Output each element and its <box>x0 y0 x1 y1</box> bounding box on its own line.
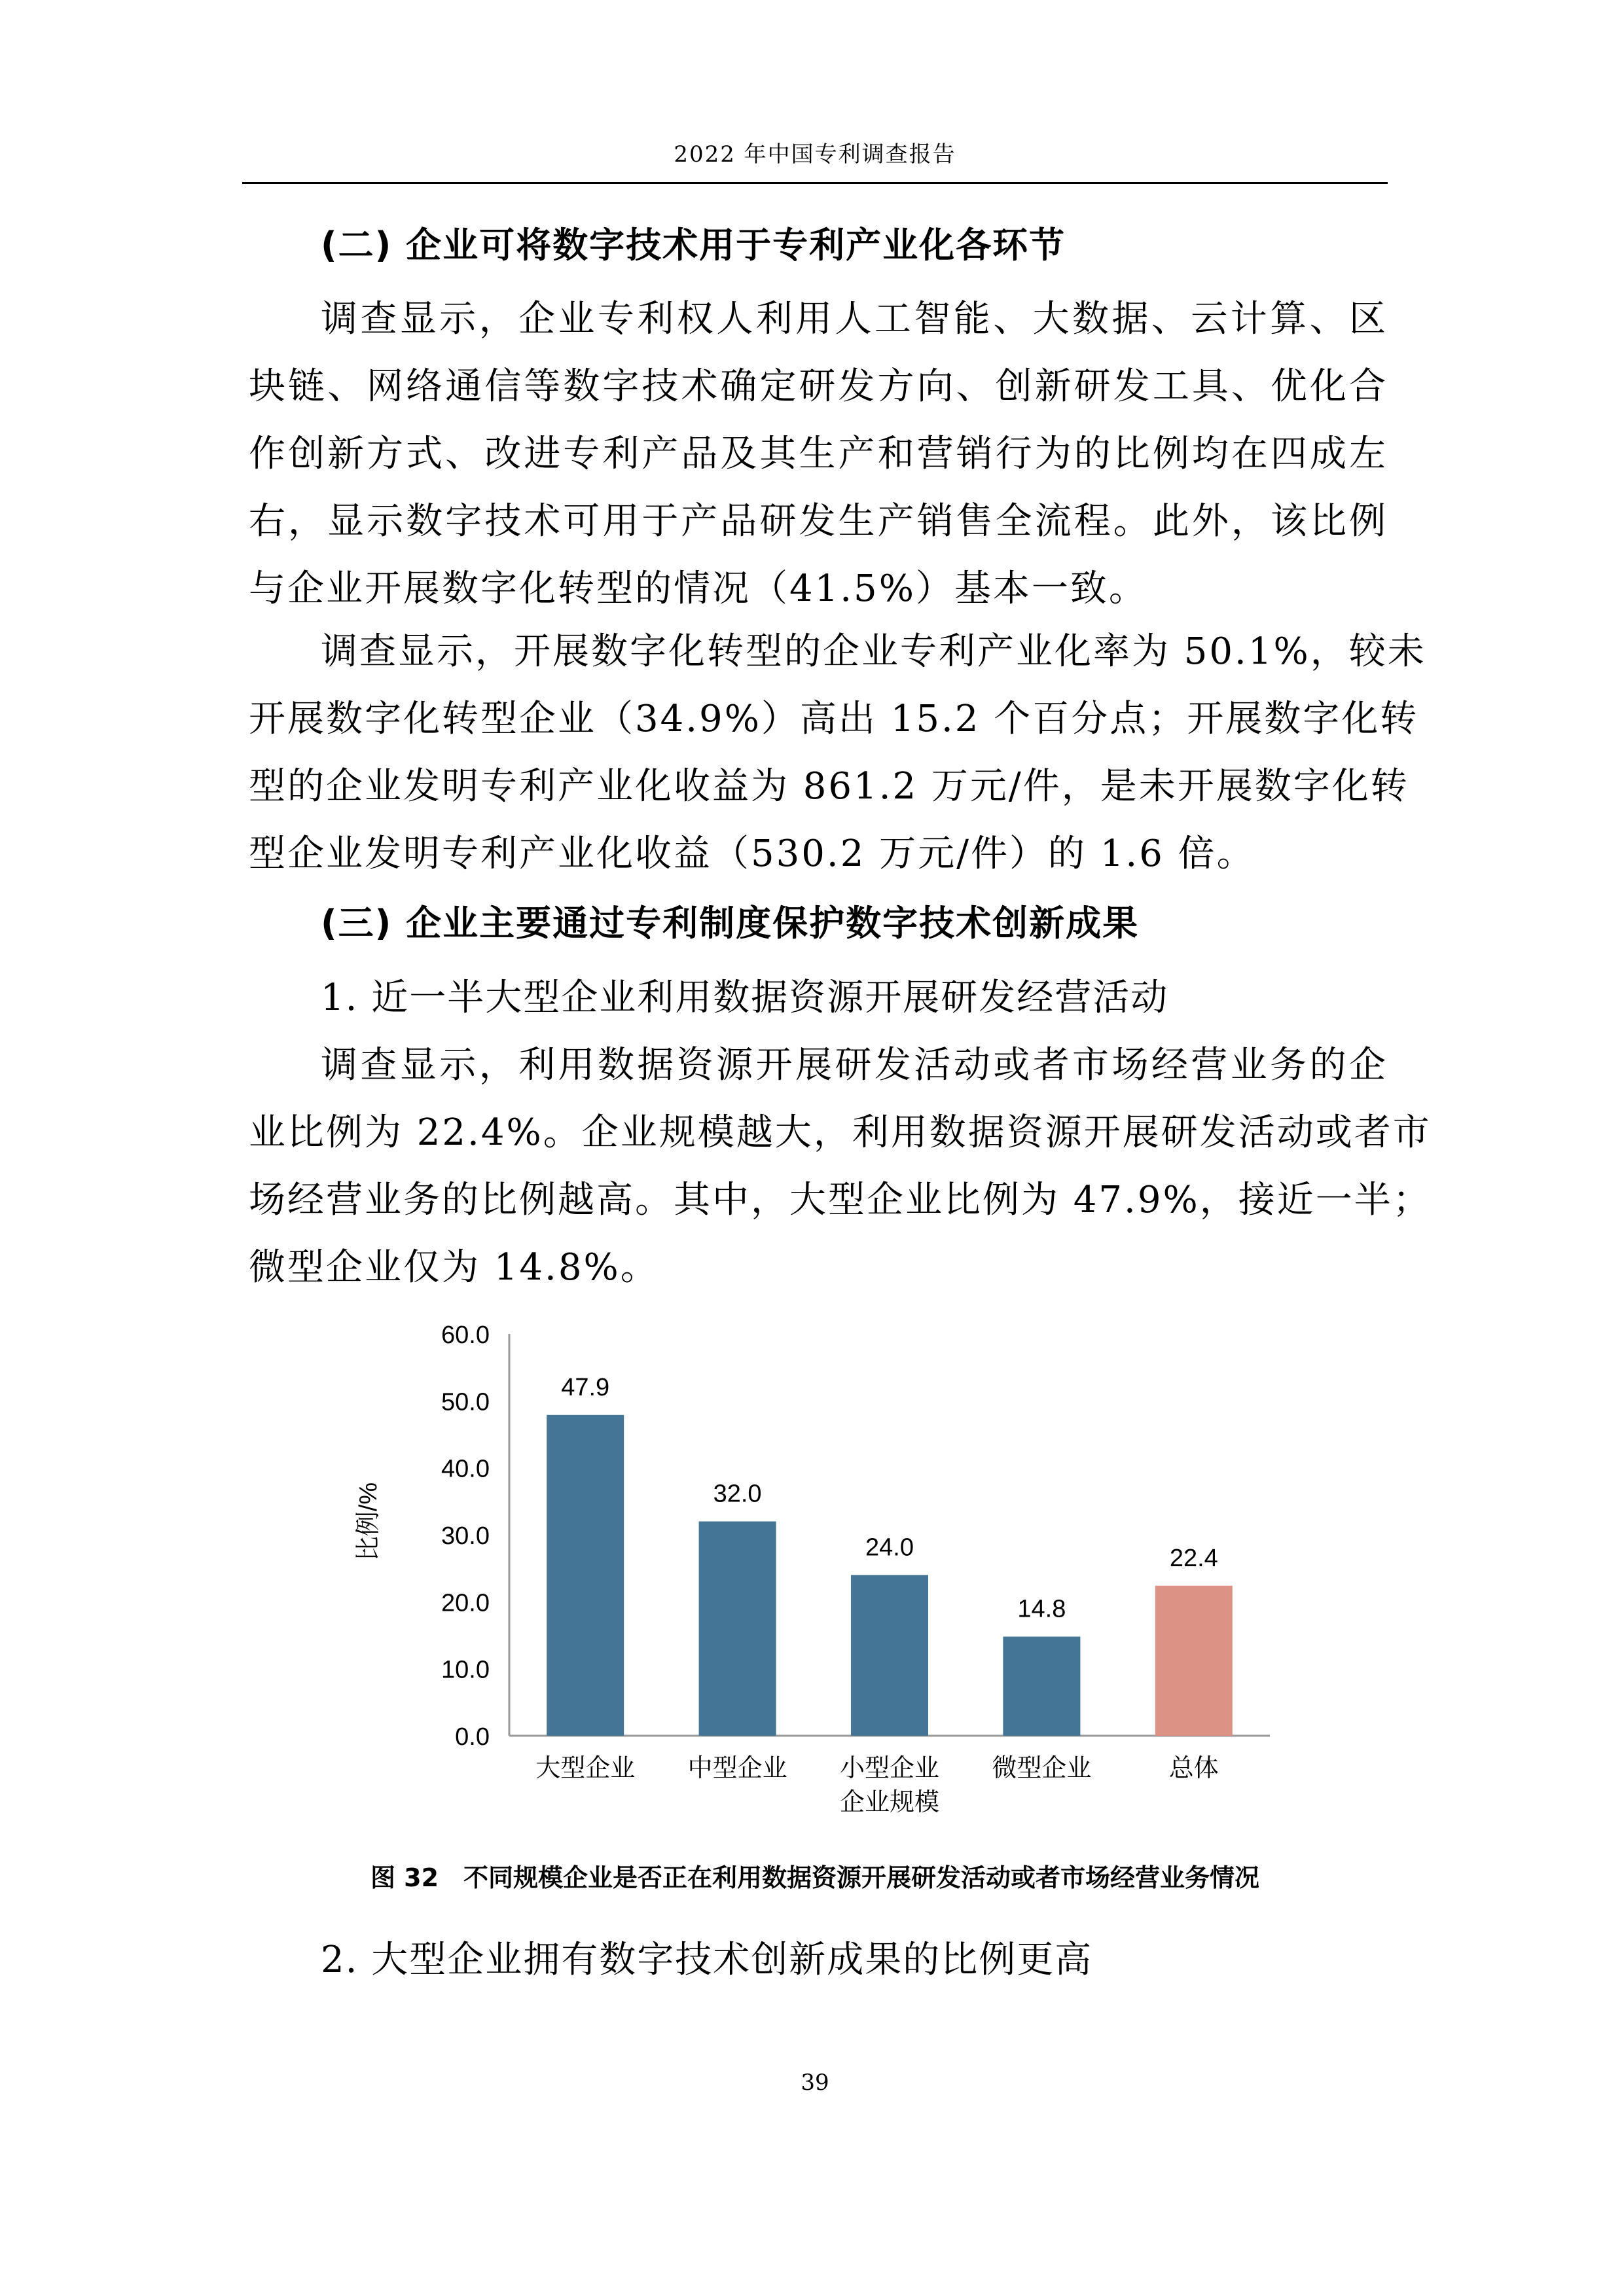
x-tick-label: 小型企业 <box>839 1755 940 1782</box>
data-label: 47.9 <box>561 1373 610 1401</box>
paragraph-data-resources <box>249 1031 1432 1301</box>
data-label: 22.4 <box>1169 1544 1218 1572</box>
y-tick-label: 40.0 <box>441 1455 490 1483</box>
y-axis-title: 比例/% <box>355 1482 382 1562</box>
x-tick-label: 总体 <box>1168 1755 1219 1782</box>
paragraph-line: 调查显示，开展数字化转型的企业专利产业化率为 50.1%，较未 <box>321 630 1426 673</box>
paragraph-line: 开展数字化转型企业（34.9%）高出 15.2 个百分点；开展数字化转 <box>249 698 1419 740</box>
subsection-heading-1: 1. 近一半大型企业利用数据资源开展研发经营活动 <box>321 977 1169 1019</box>
y-tick-label: 60.0 <box>441 1321 490 1349</box>
paragraph-line: 型的企业发明专利产业化收益为 861.2 万元/件，是未开展数字化转 <box>249 765 1409 808</box>
data-label: 24.0 <box>865 1534 914 1562</box>
y-tick-label: 50.0 <box>441 1388 490 1416</box>
paragraph-line: 与企业开展数字化转型的情况（41.5%）基本一致。 <box>249 567 1147 610</box>
x-axis-title: 企业规模 <box>839 1789 940 1816</box>
paragraph-line: 场经营业务的比例越高。其中，大型企业比例为 47.9%，接近一半； <box>249 1179 1432 1221</box>
data-label: 14.8 <box>1017 1595 1066 1623</box>
bar-chart <box>340 1302 1322 1852</box>
bar <box>547 1415 624 1736</box>
y-tick-label: 20.0 <box>441 1589 490 1617</box>
paragraph-line: 业比例为 22.4%。企业规模越大，利用数据资源开展研发活动或者市 <box>249 1111 1432 1154</box>
subsection-heading-2: 2. 大型企业拥有数字技术创新成果的比例更高 <box>321 1939 1093 1981</box>
paragraph-industrialization-rate <box>249 618 1426 888</box>
bar <box>699 1522 776 1736</box>
bar <box>851 1575 928 1736</box>
paragraph-line: 微型企业仅为 14.8%。 <box>249 1246 659 1289</box>
bar <box>1155 1586 1233 1736</box>
paragraph-line: 型企业发明专利产业化收益（530.2 万元/件）的 1.6 倍。 <box>249 833 1255 875</box>
y-tick-label: 30.0 <box>441 1522 490 1550</box>
y-tick-label: 10.0 <box>441 1656 490 1684</box>
bar-chart-container <box>340 1302 1322 1852</box>
figure-caption: 图 32 不同规模企业是否正在利用数据资源开展研发活动或者市场经营业务情况 <box>370 1863 1260 1892</box>
paragraph-line: 块链、网络通信等数字技术确定研发方向、创新研发工具、优化合 <box>249 365 1388 408</box>
x-tick-label: 微型企业 <box>992 1755 1092 1782</box>
y-tick-label: 0.0 <box>455 1723 490 1751</box>
x-tick-label: 中型企业 <box>687 1755 787 1782</box>
section-heading-3: (三) 企业主要通过专利制度保护数字技术创新成果 <box>321 903 1140 944</box>
header-divider <box>242 182 1388 184</box>
paragraph-line: 作创新方式、改进专利产品及其生产和营销行为的比例均在四成左 <box>249 433 1388 475</box>
bar <box>1003 1637 1080 1736</box>
paragraph-line: 调查显示，利用数据资源开展研发活动或者市场经营业务的企 <box>321 1044 1388 1086</box>
section-heading-2: (二) 企业可将数字技术用于专利产业化各环节 <box>321 224 1066 266</box>
paragraph-line: 调查显示，企业专利权人利用人工智能、大数据、云计算、区 <box>321 298 1388 340</box>
paragraph-digital-tech <box>249 285 1388 622</box>
page-number: 39 <box>801 2070 829 2096</box>
x-tick-label: 大型企业 <box>535 1755 636 1782</box>
page-header-title: 2022 年中国专利调查报告 <box>674 141 956 168</box>
data-label: 32.0 <box>713 1480 762 1508</box>
paragraph-line: 右，显示数字技术可用于产品研发生产销售全流程。此外，该比例 <box>249 500 1388 543</box>
